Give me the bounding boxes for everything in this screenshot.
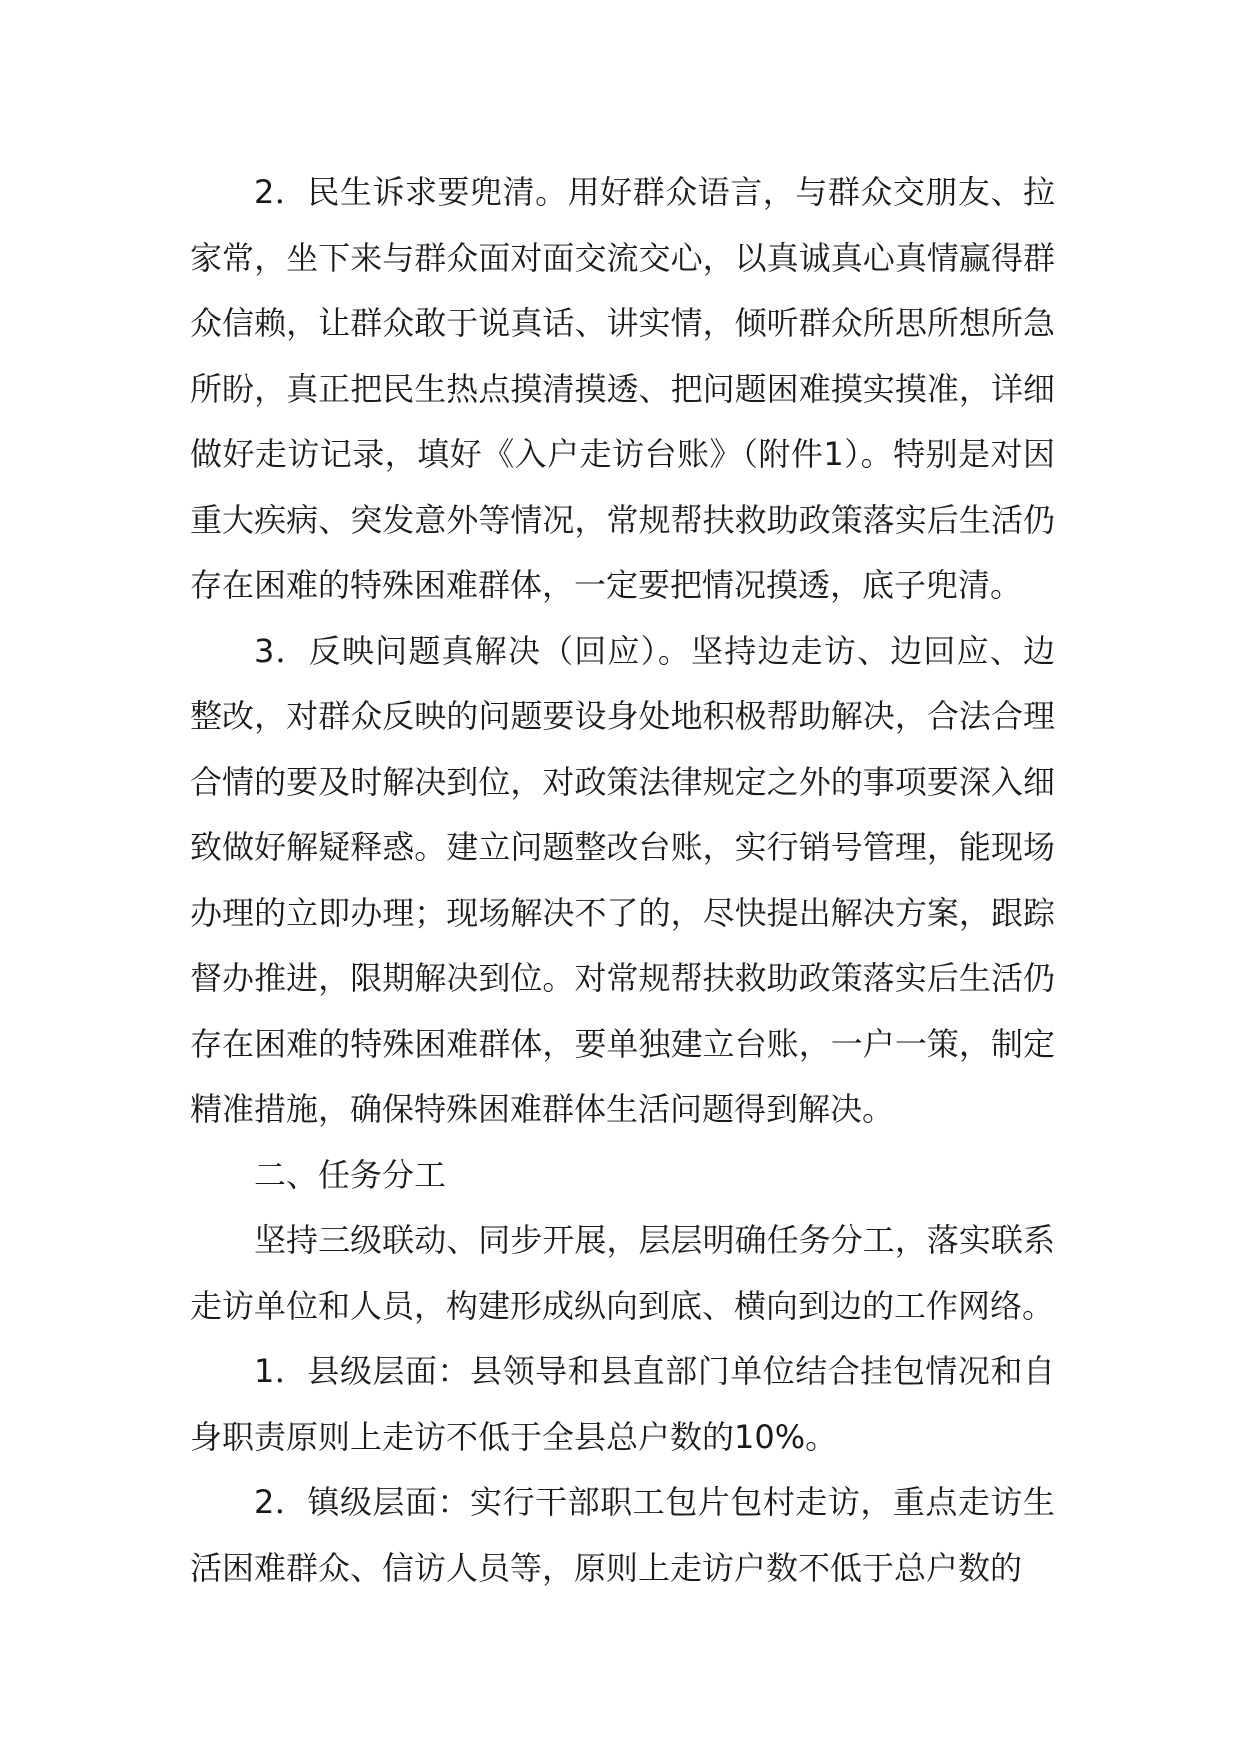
paragraph-town-level: 2．镇级层面：实行干部职工包片包村走访，重点走访生活困难群众、信访人员等，原则上走访户数不低于总户数的 — [190, 1483, 1055, 1587]
section-heading-task-division: 二、任务分工 — [254, 1155, 447, 1194]
paragraph-livelihood-demands: 2．民生诉求要兜清。用好群众语言，与群众交朋友、拉家常，坐下来与群众面对面交流交心，以真诚真心真情赢得群众信赖，让群众敢于说真话、讲实情，倾听群众所思所想所急所盼，真正把民生热点摸清摸透、把问题困难摸实摸准，详细做好走访记录，填好《入户走访台账》（附件1）。特别是对因重大疾病、突发意外等情况，常规帮扶救助政策落实后生活仍存在困难的特殊困难群体，一定要把情况摸透，底子兜清。 — [190, 173, 1055, 604]
paragraph-task-division-intro: 坚持三级联动、同步开展，层层明确任务分工，落实联系走访单位和人员，构建形成纵向到底、横向到边的工作网络。 — [190, 1221, 1055, 1325]
paragraph-problem-resolution: 3．反映问题真解决（回应）。坚持边走访、边回应、边整改，对群众反映的问题要设身处地积极帮助解决，合法合理合情的要及时解决到位，对政策法律规定之外的事项要深入细致做好解疑释惑。建立问题整改台账，实行销号管理，能现场办理的立即办理；现场解决不了的，尽快提出解决方案，跟踪督办推进，限期解决到位。对常规帮扶救助政策落实后生活仍存在困难的特殊困难群体，要单独建立台账，一户一策，制定精准措施，确保特殊困难群体生活问题得到解决。 — [190, 631, 1055, 1128]
document-page — [190, 160, 1055, 1601]
paragraph-county-level: 1．县级层面：县领导和县直部门单位结合挂包情况和自身职责原则上走访不低于全县总户数的10%。 — [190, 1352, 1055, 1456]
